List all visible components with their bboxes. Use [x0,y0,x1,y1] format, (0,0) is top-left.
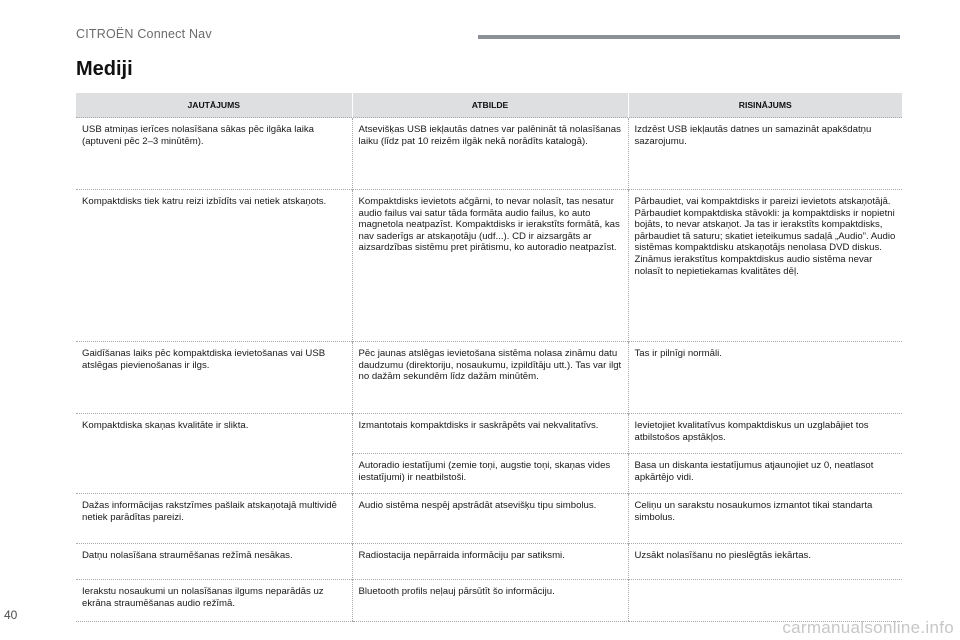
question-cell: Ierakstu nosaukumi un nolasīšanas ilgums neparādās uz ekrāna straumēšanas audio režīmā. [76,580,352,622]
question-cell: USB atmiņas ierīces nolasīšana sākas pēc ilgāka laika (aptuveni pēc 2–3 minūtēm). [76,118,352,190]
table-row [76,342,902,414]
question-cell: Kompaktdisks tiek katru reizi izbīdīts vai netiek atskaņots. [76,190,352,342]
table-row [76,190,902,342]
faq-table [76,93,902,622]
answer-cell: Audio sistēma nespēj apstrādāt atsevišķu tipu simbolus. [352,494,628,544]
answer-cell: Atsevišķas USB iekļautās datnes var palēnināt tā nolasīšanas laiku (līdz pat 10 reizēm ilgāk nekā norādīts katalogā). [352,118,628,190]
solution-cell: Izdzēst USB iekļautās datnes un samazināt apakšdatņu sazarojumu. [628,118,902,190]
answer-cell: Kompaktdisks ievietots ačgārni, to nevar nolasīt, tas nesatur audio failus vai satur tāda formāta audio failus, ko auto magnetola neatpazīst. Kompaktdisks ir ierakstīts formātā, kas nav saderīgs ar atskaņotāju (udf...). CD ir aizsargāts ar aizsardzības sistēmu pret pirātismu, ko autoradio neatpazīst. [352,190,628,342]
table-row [76,414,902,454]
answer-cell: Bluetooth profils neļauj pārsūtīt šo informāciju. [352,580,628,622]
solution-cell: Uzsākt nolasīšanu no pieslēgtās iekārtas. [628,544,902,580]
question-cell: Datņu nolasīšana straumēšanas režīmā nesākas. [76,544,352,580]
question-cell: Dažas informācijas rakstzīmes pašlaik atskaņotajā multividē netiek parādītas pareizi. [76,494,352,544]
solution-cell [628,580,902,622]
solution-cell: Celiņu un sarakstu nosaukumos izmantot tikai standarta simbolus. [628,494,902,544]
solution-cell: Pārbaudiet, vai kompaktdisks ir pareizi ievietots atskaņotājā. Pārbaudiet kompaktdiska stāvokli: ja kompaktdisks ir nopietni bojāts, to nevar atskaņot. Ja tas ir ierakstīts kompaktdisks, pārbaudiet tā saturu; skatiet ieteikumus sadaļā „Audio”. Audio sistēmas kompaktdisku atskaņotājs nenolasa DVD diskus. Zināmus ierakstītus kompaktdiskus audio sistēma nevar nolasīt to nepietiekamas kvalitātes dēļ. [628,190,902,342]
page-title: Mediji [76,58,133,80]
solution-cell: Ievietojiet kvalitatīvus kompaktdiskus un uzglabājiet tos atbilstošos apstākļos. [628,414,902,454]
column-header-solution: RISINĀJUMS [628,93,902,118]
column-header-question: JAUTĀJUMS [76,93,352,118]
table-header-row [76,93,902,118]
column-header-answer: ATBILDE [352,93,628,118]
question-cell: Kompaktdiska skaņas kvalitāte ir slikta. [76,414,352,494]
brand-header: CITROËN Connect Nav [76,27,212,41]
solution-cell: Tas ir pilnīgi normāli. [628,342,902,414]
table-row [76,118,902,190]
answer-cell: Pēc jaunas atslēgas ievietošana sistēma nolasa zināmu datu daudzumu (direktoriju, nosaukumu, izpildītāju utt.). Tas var ilgt no dažām sekundēm līdz dažām minūtēm. [352,342,628,414]
solution-cell: Basa un diskanta iestatījumus atjaunojiet uz 0, neatlasot apkārtējo vidi. [628,454,902,494]
table-row [76,544,902,580]
page-number: 40 [4,608,18,622]
answer-cell: Autoradio iestatījumi (zemie toņi, augstie toņi, skaņas vides iestatījumi) ir neatbilstoši. [352,454,628,494]
question-cell: Gaidīšanas laiks pēc kompaktdiska ievietošanas vai USB atslēgas pievienošanas ir ilgs. [76,342,352,414]
table-row [76,580,902,622]
answer-cell: Radiostacija nepārraida informāciju par satiksmi. [352,544,628,580]
table-row [76,494,902,544]
header-divider-bar [478,35,900,39]
watermark-text: carmanualsonline.info [782,618,954,637]
answer-cell: Izmantotais kompaktdisks ir saskrāpēts vai nekvalitatīvs. [352,414,628,454]
